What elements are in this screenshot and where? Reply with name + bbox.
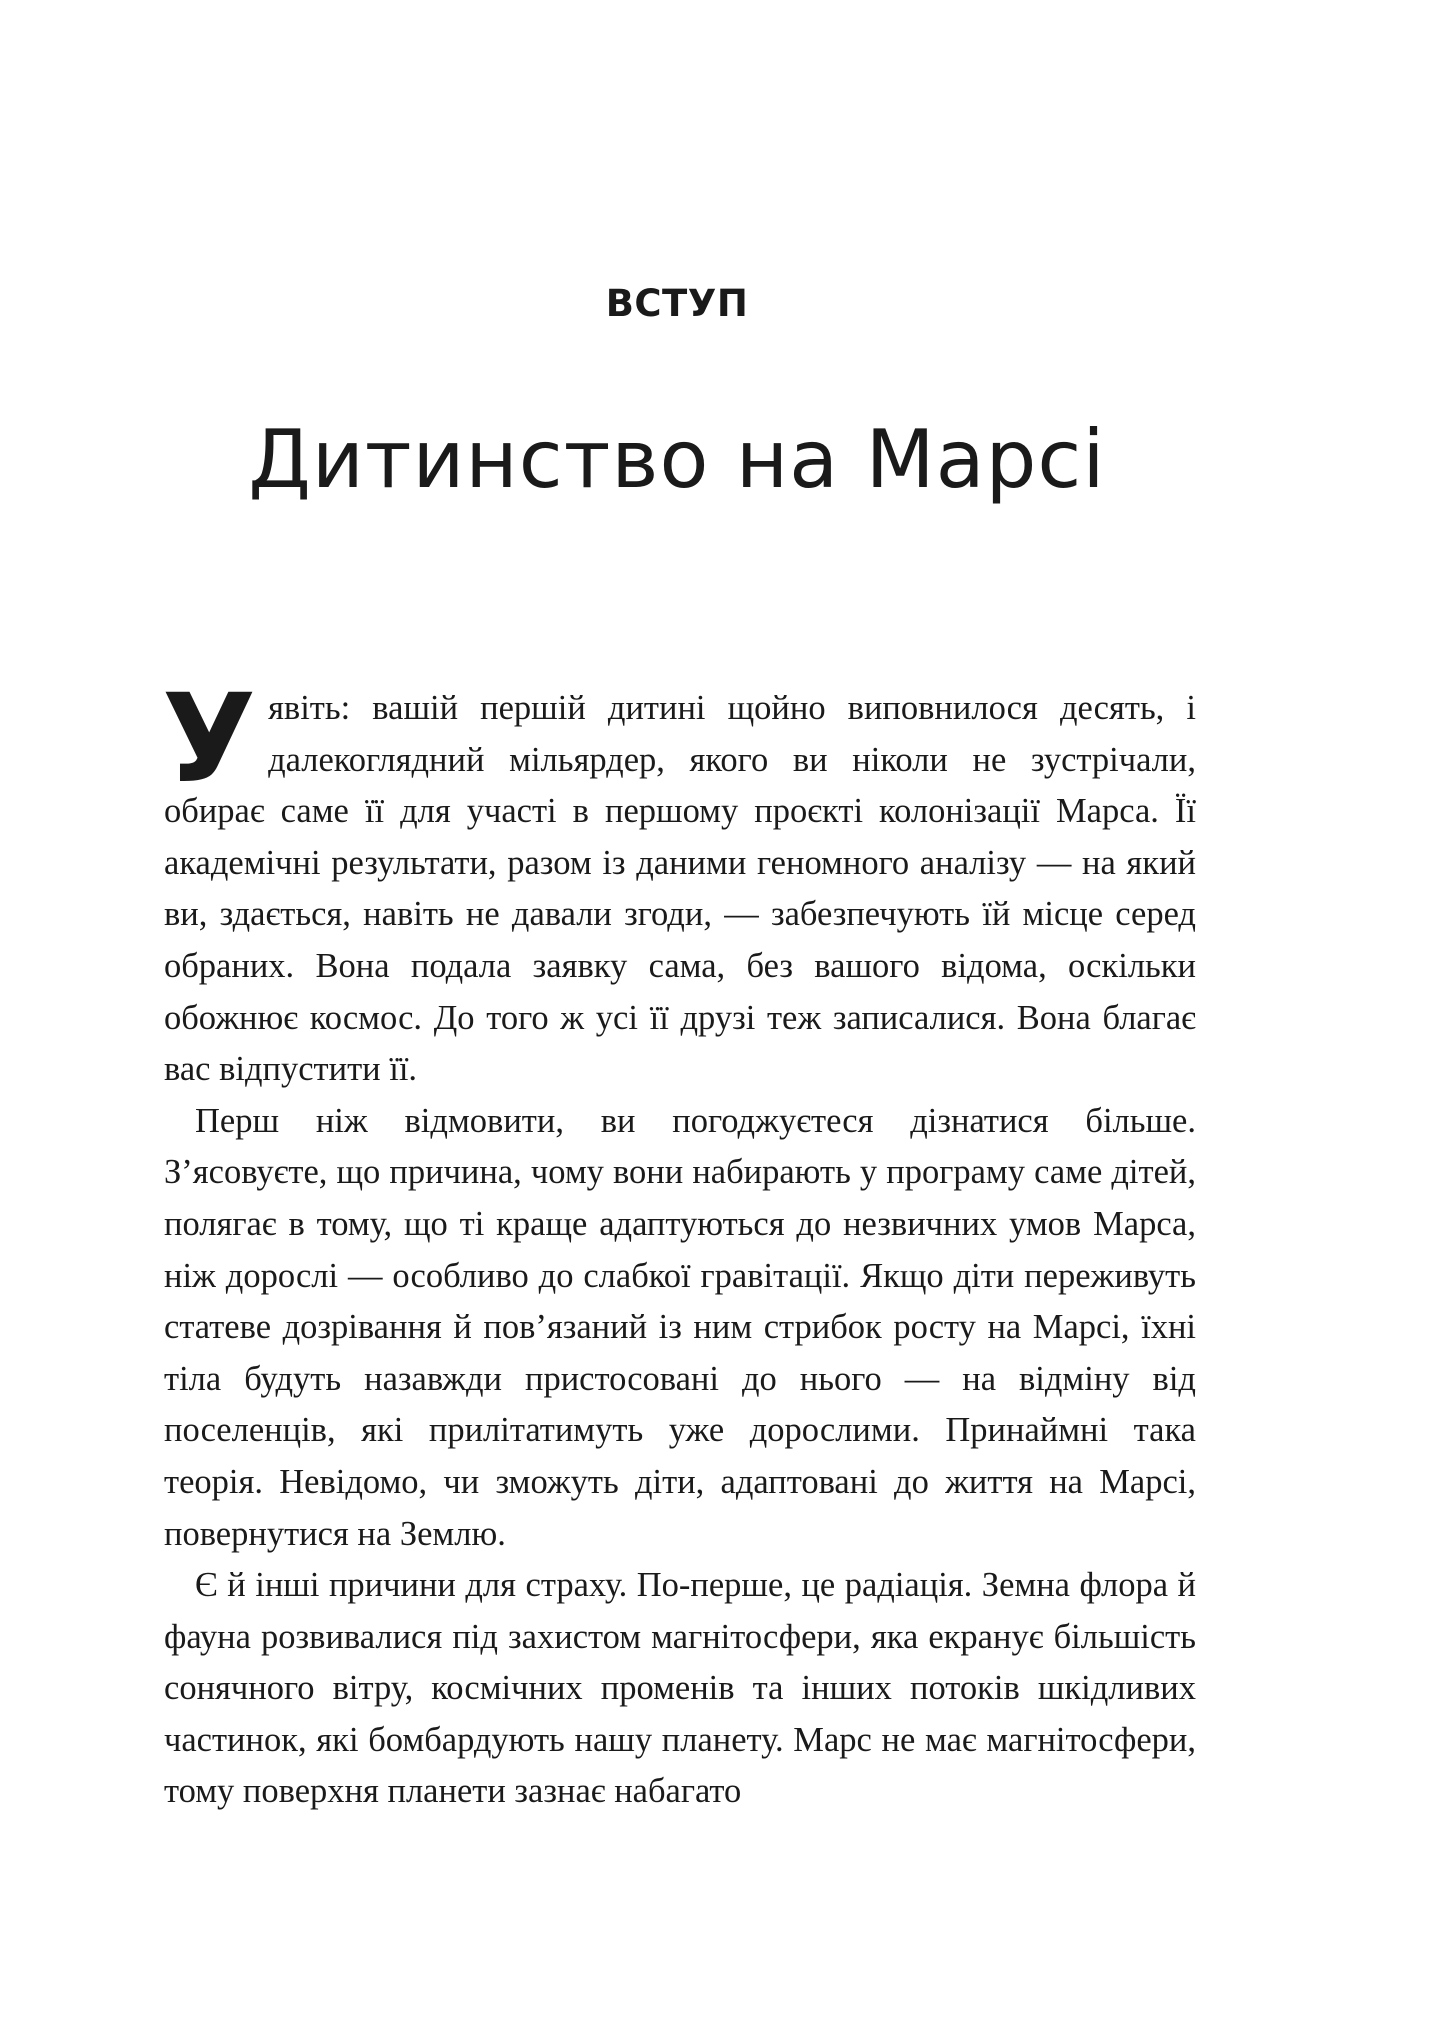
body-text (162, 668, 1196, 1818)
chapter-title: Дитинство на Марсі (248, 413, 1106, 506)
paragraph-1-text: явіть: вашій першій дитині щойно виповнилося десять, і далекоглядний мільярдер, якого ви ніколи не зустрічали, обирає саме її для участі в першому проєкті колонізації Марса. Її академічні результати, разом із даними геномного аналізу — на який ви, здається, навіть не давали згоди, — забезпечують їй місце серед обраних. Вона подала заявку сама, без вашого відома, оскільки обожнює космос. До того ж усі її друзі теж записалися. Вона благає вас відпустити її. (164, 689, 1196, 1089)
paragraph-3: Є й інші причини для страху. По-перше, це радіація. Земна флора й фауна розвивалися під захистом магнітосфери, яка екранує більшість сонячного вітру, космічних променів та інших потоків шкідливих частинок, які бомбардують нашу планету. Марс не має магнітосфери, тому поверхня планети зазнає набагато (164, 1566, 1196, 1811)
drop-cap: У (162, 668, 257, 810)
paragraph-1 (162, 668, 1196, 1096)
paragraph-2: Перш ніж відмовити, ви погоджуєтеся дізнатися більше. З’ясовуєте, що причина, чому вони набирають у програму саме дітей, полягає в тому, що ті краще адаптуються до незвичних умов Марса, ніж дорослі — особливо до слабкої гравітації. Якщо діти переживуть статеве дозрівання й пов’язаний із ним стрибок росту на Марсі, їхні тіла будуть назавжди пристосовані до нього — на відміну від поселенців, які прилітатимуть уже дорослими. Принаймні така теорія. Невідомо, чи зможуть діти, адаптовані до життя на Марсі, повернутися на Землю. (164, 1101, 1196, 1553)
chapter-label: ВСТУП (605, 282, 749, 325)
